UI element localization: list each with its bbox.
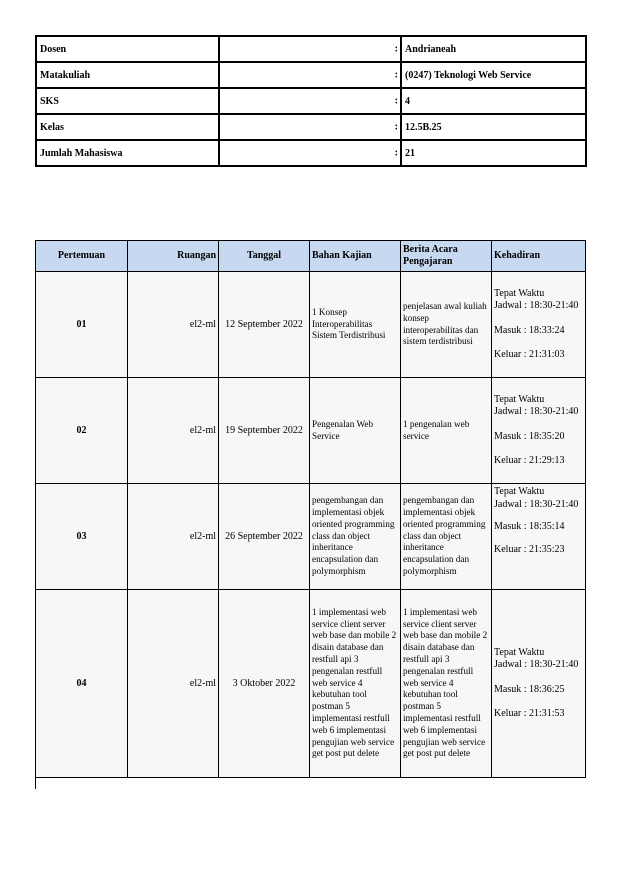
attendance-keluar: Keluar : 21:31:53 [494,708,565,719]
header-berita-acara: Berita Acara Pengajaran [401,241,492,272]
header-kehadiran: Kehadiran [492,241,586,272]
info-label: Kelas [36,114,219,140]
cell-ruangan: el2-ml [128,272,219,378]
cell-kehadiran [492,378,586,484]
attendance-keluar: Keluar : 21:35:23 [494,543,565,555]
header-pertemuan: Pertemuan [36,241,128,272]
info-value: 12.5B.25 [401,114,586,140]
cell-berita-acara: penjelasan awal kuliah konsep interoperabilitas dan sistem terdistribusi [401,272,492,378]
attendance-jadwal: Jadwal : 18:30-21:40 [494,498,579,510]
table-row [36,590,586,778]
info-row-matakuliah [36,62,586,88]
attendance-status: Tepat Waktu [494,393,545,405]
table-row [36,484,586,590]
cell-pertemuan: 03 [36,484,128,590]
header-bahan-kajian: Bahan Kajian [310,241,401,272]
cell-kehadiran [492,272,586,378]
info-colon: : [394,95,398,107]
cell-ruangan: el2-ml [128,590,219,778]
cell-tanggal: 12 September 2022 [219,272,310,378]
info-value: 21 [401,140,586,166]
info-colon: : [394,121,398,133]
info-value: (0247) Teknologi Web Service [401,62,586,88]
info-row-kelas [36,114,586,140]
table-continuation-line [35,777,36,789]
cell-bahan-kajian: 1 Konsep Interoperabilitas Sistem Terdistribusi [310,272,401,378]
attendance-jadwal: Jadwal : 18:30-21:40 [494,300,579,311]
cell-tanggal: 3 Oktober 2022 [219,590,310,778]
cell-pertemuan: 02 [36,378,128,484]
cell-tanggal: 19 September 2022 [219,378,310,484]
cell-kehadiran [492,590,586,778]
cell-kehadiran [492,484,586,590]
info-row-sks [36,88,586,114]
info-colon: : [394,147,398,159]
cell-berita-acara: 1 implementasi web service client server web base dan mobile 2 disain database dan restfull api 3 pengenalan restfull web service 4 kebutuhan tool postman 5 implementasi restfull web 6 implementasi pengujian web service get post put delete [401,590,492,778]
schedule-header-row [36,241,586,272]
attendance-masuk: Masuk : 18:33:24 [494,324,565,336]
cell-bahan-kajian: Pengenalan Web Service [310,378,401,484]
info-label: Dosen [36,36,219,62]
cell-berita-acara: pengembangan dan implementasi objek oriented programming class dan object inheritance encapsulation dan polymorphism [401,484,492,590]
info-colon: : [394,43,398,55]
info-row-dosen [36,36,586,62]
info-value: 4 [401,88,586,114]
attendance-status: Tepat Waktu [494,287,545,299]
cell-pertemuan: 01 [36,272,128,378]
attendance-jadwal: Jadwal : 18:30-21:40 [494,659,579,670]
attendance-masuk: Masuk : 18:36:25 [494,683,565,695]
attendance-masuk: Masuk : 18:35:14 [494,521,565,532]
attendance-status: Tepat Waktu [494,486,545,497]
schedule-table [35,240,586,778]
course-info-table [35,35,587,167]
table-row [36,378,586,484]
attendance-status: Tepat Waktu [494,646,545,658]
attendance-keluar: Keluar : 21:29:13 [494,455,565,466]
cell-ruangan: el2-ml [128,378,219,484]
header-tanggal: Tanggal [219,241,310,272]
cell-ruangan: el2-ml [128,484,219,590]
attendance-keluar: Keluar : 21:31:03 [494,349,565,360]
cell-bahan-kajian: pengembangan dan implementasi objek oriented programming class dan object inheritance encapsulation dan polymorphism [310,484,401,590]
info-label: Jumlah Mahasiswa [36,140,219,166]
info-label: SKS [36,88,219,114]
info-colon: : [394,69,398,81]
cell-pertemuan: 04 [36,590,128,778]
info-row-jumlah-mahasiswa [36,140,586,166]
cell-tanggal: 26 September 2022 [219,484,310,590]
info-value: Andrianeah [401,36,586,62]
info-label: Matakuliah [36,62,219,88]
cell-berita-acara: 1 pengenalan web service [401,378,492,484]
table-row [36,272,586,378]
attendance-masuk: Masuk : 18:35:20 [494,430,565,442]
cell-bahan-kajian: 1 implementasi web service client server web base dan mobile 2 disain database dan restfull api 3 pengenalan restfull web service 4 kebutuhan tool postman 5 implementasi restfull web 6 implementasi pengujian web service get post put delete [310,590,401,778]
attendance-jadwal: Jadwal : 18:30-21:40 [494,406,579,417]
header-ruangan: Ruangan [128,241,219,272]
